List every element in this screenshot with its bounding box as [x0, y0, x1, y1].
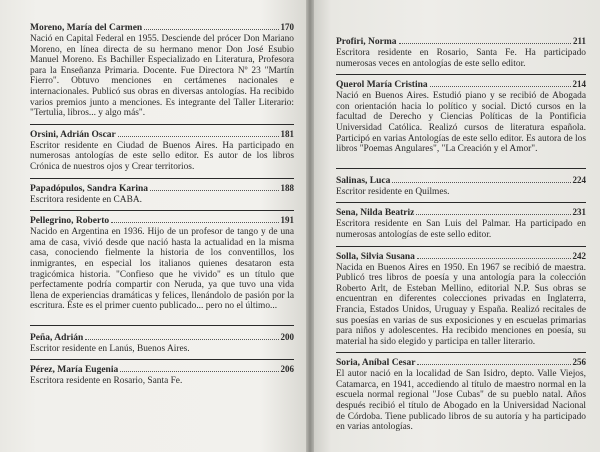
author-bio: Escritor residente en Lanús, Buenos Aires.: [30, 343, 190, 354]
entry-heading: [30, 364, 294, 376]
entry-heading: [336, 207, 586, 219]
page-number: 224: [572, 174, 586, 185]
divider: [30, 178, 294, 179]
divider: [336, 202, 586, 203]
author-bio: Nacido en Argentina en 1936. Hijo de un profesor de tango y de una ama de casa, vivió desde que nació hasta la actualidad en la misma casa, conociendo fielmente la historia de los conventillos, los inmigrantes, en especial los italianos quienes desataron esta tragicómica historia. "Confieso que he vivido" es un título que perfectamente podría compartir con Neruda, ya que tuvo una vida llena de experiencias dramáticas y felices, llenándolo de pasión por la escritura. Éste es el primer cuento publicado... pero no el último...: [30, 227, 294, 312]
leader-dots: [150, 190, 279, 191]
page-number: 242: [572, 250, 586, 261]
leader-dots: [430, 86, 571, 87]
leader-dots: [392, 182, 570, 183]
author-bio: Escritor residente en Ciudad de Buenos Aires. Ha participado en numerosas antologías de este sello editor. Es autor de los libros Crónica de nuestros ojos y Crear territorios.: [30, 140, 294, 172]
entry-heading: [336, 251, 586, 263]
divider: [336, 352, 586, 353]
entry-salinas: [336, 175, 586, 198]
entry-heading: [30, 183, 294, 195]
divider: [30, 210, 294, 211]
entry-papadopulos: [30, 183, 294, 206]
entry-orsini: [30, 129, 294, 173]
author-name: Soria, Aníbal Cesar: [336, 358, 416, 369]
author-name: Pellegrino, Roberto: [30, 216, 110, 227]
author-name: Querol María Cristina: [336, 80, 428, 91]
leader-dots: [144, 29, 278, 30]
author-name: Salinas, Luca: [336, 175, 391, 186]
author-name: Solla, Silvia Susana: [336, 251, 415, 262]
page-number: 211: [572, 36, 586, 46]
entry-solla: [336, 251, 586, 348]
divider: [30, 359, 294, 360]
author-name: Sena, Nilda Beatriz: [336, 208, 415, 219]
leader-dots: [85, 339, 278, 340]
leader-dots: [111, 222, 278, 223]
page-number: 170: [280, 22, 294, 32]
author-bio: Nacida en Buenos Aires en 1950. En 1967 se recibió de maestra. Publicó tres libros de poesía y una antología para la colección Roberto Arlt, de Esteban Mellino, editorial N.P. Sus obras se encuentran en diferentes colecciones privadas en Inglaterra, Francia, Estados Unidos, Uruguay y España. Realizó recitales de sus poesías en varias de sus exposiciones y en escuelas primarias para niños y adolescentes. Ha recibido menciones en poesía, su material ha sido elegido y participa en taller literario.: [336, 262, 586, 347]
entry-heading: [336, 79, 586, 91]
entry-sena: [336, 207, 586, 240]
entry-heading: [30, 129, 294, 141]
author-name: Papadópulos, Sandra Karina: [30, 183, 148, 194]
leader-dots: [118, 136, 279, 137]
leader-dots: [417, 364, 570, 365]
author-bio: Escritora residente en CABA.: [30, 194, 142, 205]
entry-heading: [336, 36, 586, 48]
entry-heading: [30, 215, 294, 227]
leader-dots: [399, 43, 571, 44]
page-number: 214: [572, 79, 586, 90]
page-number: 188: [280, 182, 294, 193]
book-gutter: [306, 0, 314, 452]
divider: [336, 158, 586, 169]
leader-dots: [416, 214, 570, 215]
entry-heading: [30, 22, 294, 34]
author-name: Orsini, Adrián Oscar: [30, 129, 116, 140]
page-number: 181: [280, 128, 294, 139]
entry-perez: [30, 364, 294, 387]
author-name: Pérez, María Eugenia: [30, 365, 119, 376]
author-bio: Escritora residente en Rosario, Santa Fe.: [30, 376, 183, 387]
page-number: 231: [572, 207, 586, 218]
entry-heading: [336, 357, 586, 369]
page-number: 206: [280, 364, 294, 375]
author-bio: Nació en Buenos Aires. Estudió piano y se recibió de Abogada con orientación hacia lo político y social. Dictó cursos en la facultad de Derecho y Ciencias Políticas de la Pontificia Universidad Católica. Realizó cursos de literatura española. Participó en varias Antologías de este sello editor. Es autora de los libros "Poemas Angulares", "La Creación y el Amor".: [336, 91, 586, 155]
author-bio: Escritora residente en Rosario, Santa Fe. Ha participado numerosas veces en antologías de este sello editor.: [336, 48, 586, 69]
author-name: Peña, Adrián: [30, 332, 84, 343]
right-page: [314, 0, 600, 452]
page-number: 256: [572, 357, 586, 368]
page-number: 191: [280, 215, 294, 226]
leader-dots: [417, 258, 571, 259]
entry-heading: [30, 332, 294, 344]
entry-heading: [336, 175, 586, 187]
author-bio: Escritor residente en Quilmes.: [336, 186, 450, 197]
entry-pellegrino: [30, 215, 294, 312]
author-name: Profiri, Norma: [336, 37, 397, 47]
page-number: 200: [280, 331, 294, 342]
leader-dots: [120, 371, 278, 372]
divider: [336, 246, 586, 247]
entry-profiri: [336, 36, 586, 69]
author-name: Moreno, María del Carmen: [30, 23, 143, 33]
author-bio: Nació en Capital Federal en 1955. Desciende del prócer Don Mariano Moreno, en línea directa de su hermano menor Don José Esubio Manuel Moreno. Es Bachiller Especializado en Literatura, Profesora para la Enseñanza Primaria. Docente. Fue Directora Nº 23 "Martín Fierro". Obtuvo menciones en certámenes nacionales e internacionales. Publicó sus obras en diversas antologías. Ha recibido varios premios junto a menciones. Es integrante del Taller Literario: "Tertulia, libros... y algo más".: [30, 34, 294, 119]
entry-soria: [336, 357, 586, 433]
author-bio: Escritora residente en San Luis del Palmar. Ha participado en numerosas antologías de este sello editor.: [336, 219, 586, 240]
author-bio: El autor nació en la localidad de San Isidro, depto. Valle Viejos, Catamarca, en 1941, accediendo al título de maestro normal en la escuela normal regional "Jose Cubas" de su pueblo natal. Años después recibió el título de Abogado en la Universidad Nacional de Córdoba. Tiene publicado libros de su autoría y ha participado en varias antologías.: [336, 369, 586, 433]
entry-moreno: [30, 22, 294, 119]
divider: [30, 124, 294, 125]
divider: [336, 74, 586, 75]
entry-querol: [336, 79, 586, 155]
entry-pena: [30, 332, 294, 355]
divider: [30, 315, 294, 326]
